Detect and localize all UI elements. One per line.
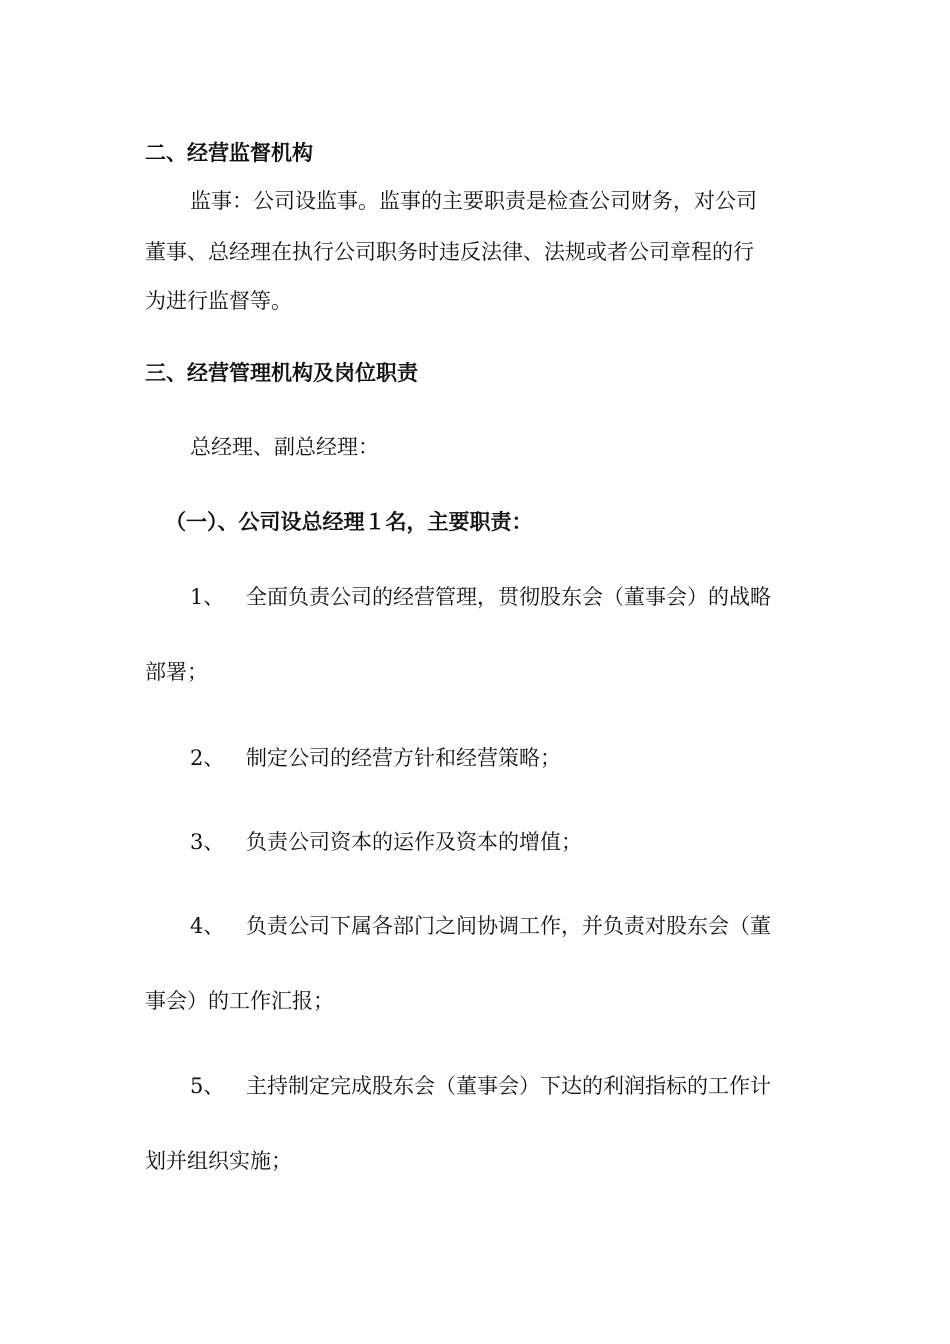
duty-item-4 [190,911,771,941]
supervision-paragraph-line-1: 监事：公司设监事。监事的主要职责是检查公司财务，对公司 [190,189,757,213]
duty-item-5-continuation: 划并组织实施； [145,1149,292,1173]
supervision-paragraph-line-3: 为进行监督等。 [145,289,292,313]
duty-item-text: 主持制定完成股东会（董事会）下达的利润指标的工作计 [246,1074,771,1098]
duty-item-4-continuation: 事会）的工作汇报； [145,989,334,1013]
general-manager-subheading: （一）、公司设总经理１名，主要职责： [165,510,533,534]
duty-item-number: 1、 [190,585,225,609]
duty-item-3 [190,827,582,857]
duty-item-text: 负责公司资本的运作及资本的增值； [246,830,582,854]
duty-item-number: 4、 [190,914,225,938]
duty-item-text: 制定公司的经营方针和经营策略； [246,746,561,770]
supervision-paragraph-line-2: 董事、总经理在执行公司职务时违反法律、法规或者公司章程的行 [145,240,754,264]
duty-item-2 [190,743,561,773]
duty-item-text: 全面负责公司的经营管理，贯彻股东会（董事会）的战略 [246,585,771,609]
section-heading-management: 三、经营管理机构及岗位职责 [145,361,418,385]
duty-item-5 [190,1071,771,1101]
duty-item-number: 5、 [190,1074,225,1098]
duty-item-number: 2、 [190,746,225,770]
duty-item-number: 3、 [190,830,225,854]
duty-item-1-continuation: 部署； [145,660,208,684]
management-subtitle: 总经理、副总经理： [190,435,379,459]
section-heading-supervision: 二、经营监督机构 [145,141,313,165]
duty-item-1 [190,582,771,612]
duty-item-text: 负责公司下属各部门之间协调工作，并负责对股东会（董 [246,914,771,938]
